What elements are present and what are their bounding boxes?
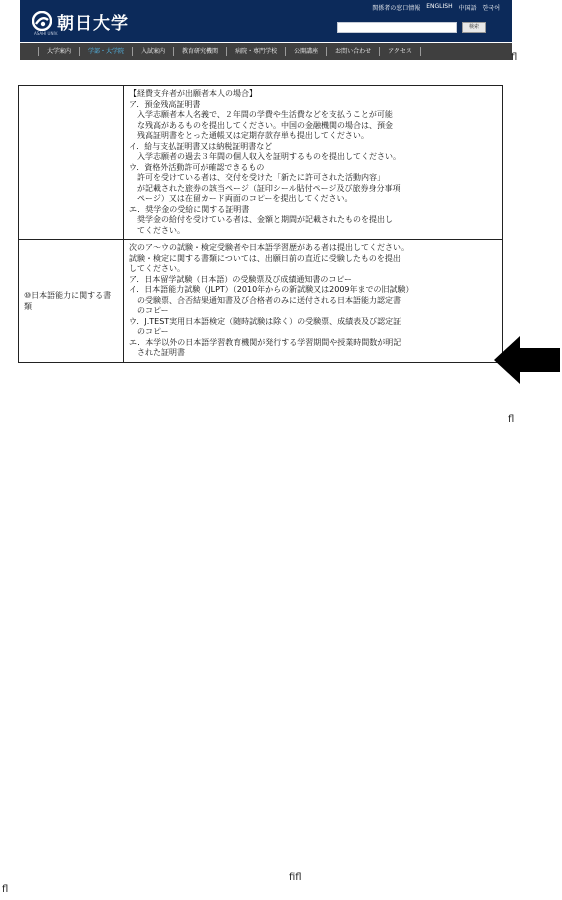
stray-ligature-bottom-left: ﬂ bbox=[2, 884, 9, 895]
nav-item-about[interactable]: 大学案内 bbox=[38, 47, 79, 56]
japanese-ability-label: ⑩日本語能力に関する書類 bbox=[24, 290, 112, 311]
doc-line: 試験・検定に関する書類については、出願日前の直近に受験したものを提出 bbox=[129, 253, 401, 263]
stray-ligature-bottom-center: ﬁﬂ bbox=[289, 872, 302, 883]
doc-line: イ．給与支払証明書又は納税証明書など bbox=[129, 141, 273, 151]
doc-line: 入学志願者の過去３年間の個人収入を証明するものを提出してください。 bbox=[137, 152, 401, 161]
table-content-cell-japanese bbox=[124, 240, 503, 363]
doc-line: の受験票、合否結果通知書及び合格者のみに送付される日本語能力認定書 bbox=[137, 295, 401, 305]
doc-line: された証明書 bbox=[137, 348, 185, 357]
doc-line: 残高証明書をとった通帳又は定期存款存単も提出してください。 bbox=[137, 131, 369, 140]
table-row bbox=[19, 240, 503, 363]
doc-line: イ．日本語能力試験（JLPT）（2010年からの新試験又は2009年までの旧試験） bbox=[129, 285, 414, 294]
table-label-cell-empty bbox=[19, 86, 124, 240]
header-link-contact[interactable]: 関係者の窓口情報 bbox=[372, 5, 421, 12]
nav-item-admissions[interactable]: 入試案内 bbox=[132, 47, 173, 56]
doc-line: エ．本学以外の日本語学習教育機関が発行する学習期間や授業時間数が明記 bbox=[129, 337, 402, 347]
doc-line: が記載された旅券の該当ページ（証印シール貼付ページ及び旅券身分事項 bbox=[137, 183, 401, 193]
search-input[interactable] bbox=[337, 22, 457, 33]
doc-line: な残高があるものを提出してください。中国の金融機関の場合は、預金 bbox=[137, 120, 393, 130]
arrow-left-icon bbox=[494, 336, 560, 384]
header-link-english[interactable]: ENGLISH bbox=[426, 3, 453, 10]
header-link-chinese[interactable]: 中国語 bbox=[458, 5, 477, 12]
nav-item-access[interactable]: アクセス bbox=[379, 47, 421, 56]
table-content-cell-funding bbox=[124, 86, 503, 240]
nav-item-research[interactable]: 教育研究機関 bbox=[173, 47, 226, 56]
nav-item-faculties[interactable]: 学部・大学院 bbox=[79, 47, 132, 56]
nav-item-lectures[interactable]: 公開講座 bbox=[285, 47, 326, 56]
stray-ligature-mid-right: ﬂ bbox=[508, 414, 515, 425]
logo-text: 朝日大学 bbox=[57, 13, 129, 34]
doc-line: ウ．資格外活動許可が確認できるもの bbox=[129, 162, 265, 172]
doc-line: 入学志願者本人名義で、２年間の学費や生活費などを支払うことが可能 bbox=[137, 110, 393, 119]
stray-ligature-top-right: ﬂ bbox=[511, 52, 518, 63]
site-header bbox=[20, 0, 512, 42]
header-link-korean[interactable]: 한국어 bbox=[482, 5, 500, 12]
requirements-table bbox=[18, 85, 503, 363]
doc-line: のコピー bbox=[137, 306, 169, 315]
asahi-logo-icon bbox=[32, 11, 52, 31]
doc-line: 奨学金の給付を受けている者は、金額と期間が記載されたものを提出し bbox=[137, 215, 393, 224]
doc-line: 【経費支弁者が出願者本人の場合】 bbox=[129, 89, 257, 98]
doc-line: ア．日本留学試験（日本語）の受験票及び成績通知書のコピー bbox=[129, 274, 353, 284]
table-row bbox=[19, 86, 503, 240]
doc-line: のコピー bbox=[137, 327, 169, 336]
doc-line: ウ．J.TEST実用日本語検定（随時試験は除く）の受験票、成績表及び認定証 bbox=[129, 316, 402, 326]
doc-line: 許可を受けている者は、交付を受けた「新たに許可された活動内容」 bbox=[137, 173, 385, 182]
doc-line: ページ）又は在留カード両面のコピーを提出してください。 bbox=[137, 194, 353, 203]
nav-item-contact[interactable]: お問い合わせ bbox=[326, 47, 379, 56]
table-label-cell-japanese bbox=[19, 240, 124, 363]
logo-subtext: ASAHI UNIV. bbox=[34, 31, 59, 36]
header-links bbox=[372, 3, 500, 12]
doc-line: ア．預金残高証明書 bbox=[129, 99, 201, 109]
doc-line: てください。 bbox=[137, 225, 185, 235]
doc-line: エ．奨学金の受給に関する証明書 bbox=[129, 204, 250, 214]
main-nav bbox=[20, 43, 512, 60]
nav-item-hospital[interactable]: 病院・専門学校 bbox=[226, 47, 285, 56]
doc-line: してください。 bbox=[129, 264, 185, 273]
search-button[interactable]: 検索 bbox=[462, 22, 486, 33]
doc-line: 次のア～ウの試験・検定受験者や日本語学習歴がある者は提出してください。 bbox=[129, 243, 409, 252]
